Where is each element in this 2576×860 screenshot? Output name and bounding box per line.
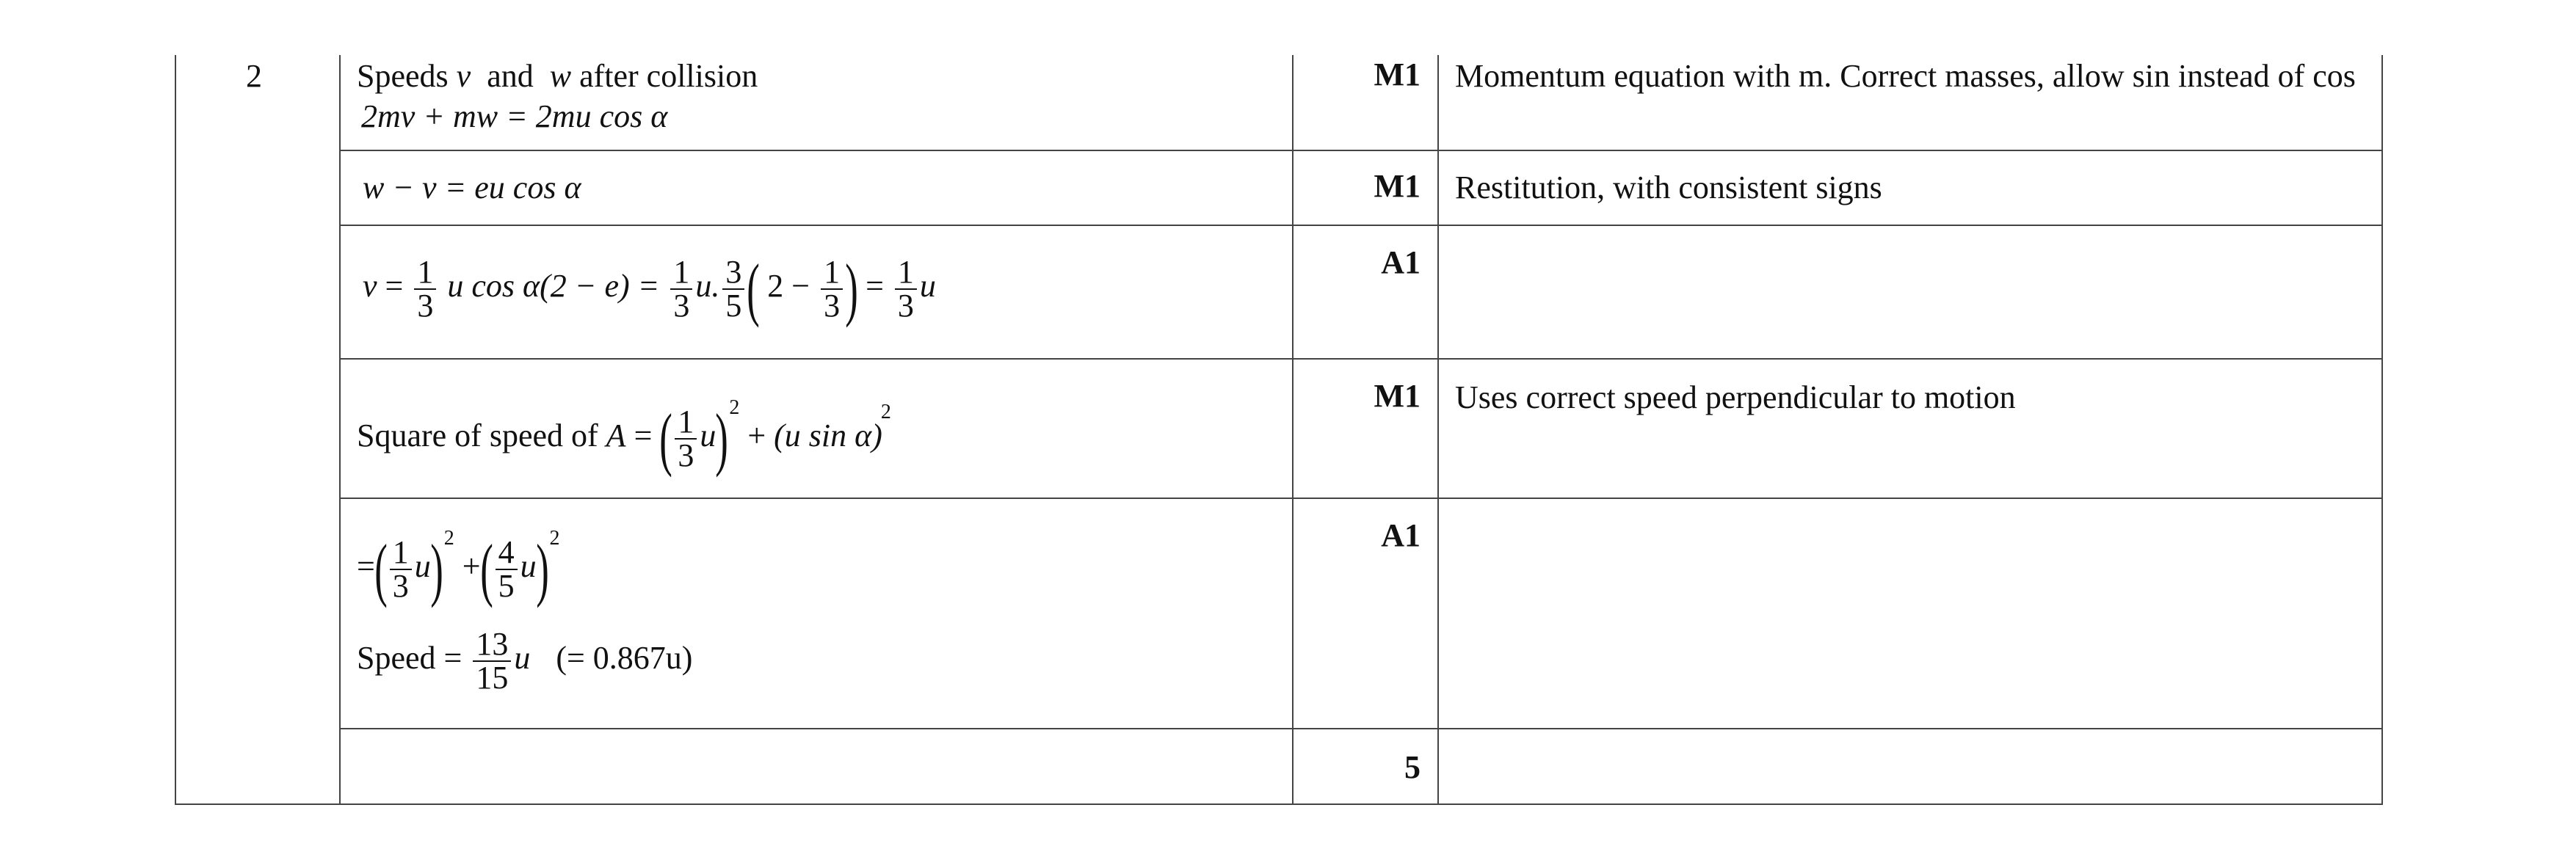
speed-result-line2: Speed = $\frac{13}{15}$ u (= 0.867u) <box>357 626 693 696</box>
fraction: $\frac{1}{3}$ <box>675 406 697 472</box>
row-divider <box>339 358 2383 360</box>
restitution-equation: w − v = eu cos α <box>363 170 581 205</box>
row1-mark: M1 <box>1374 57 1421 92</box>
speed-result-line1: =( $\frac{1}{3}$ u)$^2$ +( $\frac{4}{5}$ u)$^2$ <box>357 527 560 608</box>
row-divider <box>339 728 2383 729</box>
row3-mark: A1 <box>1381 244 1421 280</box>
row4-mark: M1 <box>1374 378 1421 414</box>
row2-mark: M1 <box>1374 168 1421 204</box>
row-divider <box>339 225 2383 226</box>
fraction: $\frac{1}{3}$ <box>821 256 843 322</box>
row5-mark: A1 <box>1381 517 1421 553</box>
row2-comment: Restitution, with consistent signs <box>1455 170 1882 205</box>
table-divider-mark <box>1437 55 1439 805</box>
left-paren: ( <box>747 249 761 328</box>
row-divider <box>339 498 2383 499</box>
fraction: $\frac{4}{5}$ <box>496 536 518 602</box>
table-left-border <box>175 55 176 805</box>
right-paren: ) <box>715 398 729 478</box>
fraction: $\frac{3}{5}$ <box>722 256 744 322</box>
fraction: $\frac{1}{3}$ <box>895 256 917 322</box>
table-right-border <box>2381 55 2383 805</box>
right-paren: ) <box>429 529 443 608</box>
row1-comment: Momentum equation with m. Correct masses, allow sin instead of cos <box>1455 58 2356 94</box>
fraction: $\frac{1}{3}$ <box>414 256 436 322</box>
fraction: $\frac{1}{3}$ <box>670 256 692 322</box>
left-paren: ( <box>479 529 493 608</box>
row-divider <box>339 150 2383 151</box>
table-divider-question <box>339 55 341 805</box>
question-number: 2 <box>246 58 262 94</box>
total-marks: 5 <box>1404 749 1421 785</box>
table-bottom-border <box>175 803 2383 805</box>
speed-squared-equation: Square of speed of A = ( $\frac{1}{3}$ u)$^2$ + (u sin α)$^2$ <box>357 396 891 478</box>
momentum-equation: 2mv + mw = 2mu cos α <box>361 98 668 134</box>
fraction: $\frac{1}{3}$ <box>390 536 412 602</box>
row1-answer <box>357 56 758 136</box>
left-paren: ( <box>659 398 673 478</box>
row4-comment: Uses correct speed perpendicular to motion <box>1455 379 2016 415</box>
fraction: $\frac{13}{15}$ <box>473 628 511 694</box>
right-paren: ) <box>535 529 549 608</box>
table-divider-answer <box>1292 55 1294 805</box>
right-paren: ) <box>845 249 858 328</box>
row1-description: Speeds v and w after collision <box>357 58 758 94</box>
left-paren: ( <box>374 529 388 608</box>
velocity-equation: v = $\frac{1}{3}$ u cos α(2 − e) = $\frac{1}{3}$ u. $\frac{3}{5}$ ( 2 − $\frac{1}{3}$ ) = $\frac{1}{3}$ u <box>363 249 936 328</box>
